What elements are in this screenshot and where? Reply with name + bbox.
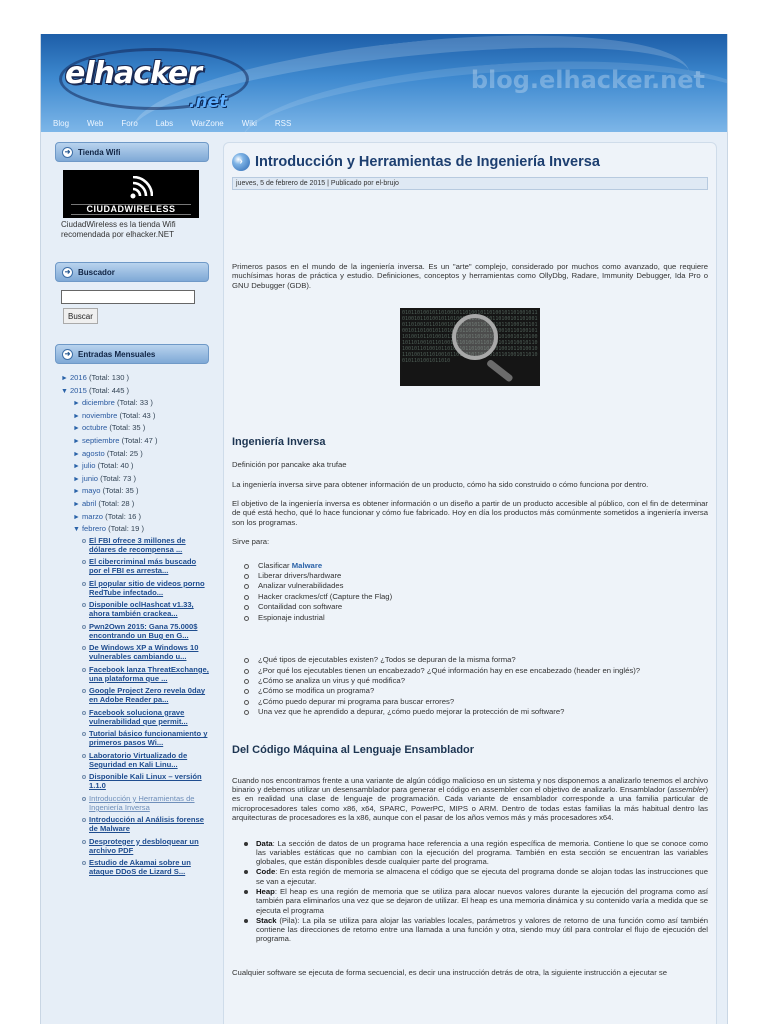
- widget-entradas-mensuales: [55, 344, 209, 877]
- questions-list: [232, 655, 708, 717]
- wifi-icon: [129, 176, 153, 200]
- list-item: [244, 676, 708, 686]
- banner-brand-text: CIUDADWIRELESS: [71, 204, 191, 215]
- list-item-text: ¿Qué tipos de ejecutables existen? ¿Todos se depuran de la misma forma?: [258, 655, 516, 665]
- circle-bullet-icon: [82, 840, 86, 844]
- list-item-text: ¿Por qué los ejecutables tienen un encabezado? ¿Qué información hay en ese encabezado (header en inglés)?: [258, 665, 641, 675]
- archive-post-link[interactable]: Estudio de Akamai sobre un ataque DDoS de Lizard S...: [89, 858, 191, 877]
- search-input[interactable]: [61, 290, 195, 304]
- archive-post-link[interactable]: Introducción al Análisis forense de Malware: [89, 815, 204, 834]
- list-item: [244, 571, 708, 581]
- archive-month-link[interactable]: febrero: [81, 524, 106, 534]
- circle-bullet-icon: [82, 689, 86, 693]
- list-item-text: Liberar drivers/hardware: [258, 571, 342, 581]
- archive-month-link[interactable]: septiembre: [81, 435, 120, 445]
- list-item: [244, 561, 708, 571]
- archive-post: [82, 622, 209, 640]
- triangle-right-icon[interactable]: ►: [73, 463, 80, 471]
- widget-title-text: Tienda Wifi: [78, 147, 121, 157]
- triangle-right-icon[interactable]: ►: [73, 513, 80, 521]
- blog-url-watermark: blog.elhacker.net: [470, 66, 705, 94]
- widget-title-text: Entradas Mensuales: [78, 349, 156, 359]
- circle-bullet-icon: [82, 711, 86, 715]
- archive-month-link[interactable]: agosto: [81, 448, 105, 458]
- archive-month-link[interactable]: abril: [81, 498, 97, 508]
- list-item-text: Hacker crackmes/ctf (Capture the Flag): [258, 591, 393, 601]
- archive-count: (Total: 35 ): [109, 423, 146, 433]
- triangle-right-icon[interactable]: ►: [73, 500, 80, 508]
- archive-month: [61, 448, 209, 461]
- triangle-right-icon[interactable]: ►: [73, 475, 80, 483]
- archive-count: (Total: 16 ): [105, 511, 142, 521]
- paragraph-text: Cuando nos encontramos frente a una variante de algún código malicioso en un sistema y nos disponemos a analizarlo tenemos el archivo binario y debemos utilizar un desensamblador para generar el código en assembler con el objetivo de analizarlo. Ensamblador (: [232, 775, 708, 794]
- archive-month-link[interactable]: noviembre: [81, 410, 118, 420]
- region-term: Code: [256, 867, 276, 877]
- circle-bullet-icon: [82, 797, 86, 801]
- circle-bullet-icon: [82, 732, 86, 736]
- list-item-text: Espionaje industrial: [258, 612, 325, 622]
- archive-post: [82, 600, 209, 618]
- site-logo[interactable]: [59, 48, 249, 116]
- archive-post: [82, 579, 209, 597]
- paragraph-final: Cualquier software se ejecuta de forma secuencial, es decir una instrucción detrás de otra, la siguiente instrucción a ejecutar se: [232, 967, 668, 977]
- archive-post-link[interactable]: El popular sitio de videos porno RedTube infectado...: [89, 578, 205, 597]
- nav-blog[interactable]: Blog: [53, 119, 70, 128]
- archive-post: [82, 729, 209, 747]
- triangle-right-icon[interactable]: ►: [73, 400, 80, 408]
- archive-post: [82, 837, 209, 855]
- list-item: [244, 867, 708, 886]
- widget-title-buscador: [55, 262, 209, 282]
- triangle-right-icon[interactable]: ►: [73, 412, 80, 420]
- paragraph-emphasis: assembler: [669, 784, 706, 794]
- circle-bullet-icon: [244, 595, 249, 600]
- circle-bullet-icon: [82, 754, 86, 758]
- list-item-text: Una vez que he aprendido a depurar, ¿cómo puedo mejorar la protección de mi software?: [258, 707, 565, 717]
- widget-title-archive: [55, 344, 209, 364]
- archive-year: [61, 372, 209, 385]
- region-text: : La sección de datos de un programa hace referencia a una región específica de memoria. Contiene lo que se conoce como las variables estáticas que no cambian con la ejecución del programa. También en esta sección se encuentran las variables globales, que están disponibles desde cualquier parte del programa.: [256, 838, 708, 867]
- widget-buscador: [55, 262, 209, 324]
- archive-count: (Total: 43 ): [119, 410, 156, 420]
- region-text: : En esta región de memoria se almacena el código que se ejecuta del programa donde se alojan todas las instrucciones que se van a ejecutar.: [256, 867, 708, 886]
- widget-title-text: Buscador: [78, 267, 115, 277]
- code-background: 0101101001011010010110100101101001011010010110100101101001011010010110100101101001011010010110100101101001011010010110100101101001011010010110100101101001011010010110100101101001011010010110100101101001011010010110100101101001011010010110100101101001011010010110100101101001011010010110100101101001011010010110100101101001011010010110100101101001011010010110100101101001011010: [402, 310, 538, 365]
- main-content: [223, 142, 717, 1024]
- page-container: [40, 34, 728, 1024]
- circle-bullet-icon: [82, 818, 86, 822]
- circle-bullet-icon: [82, 539, 86, 543]
- circle-bullet-icon: [82, 625, 86, 629]
- archive-post-link[interactable]: Facebook soluciona grave vulnerabilidad que permit...: [89, 707, 188, 726]
- circle-bullet-icon: [244, 605, 249, 610]
- archive-month: [61, 511, 209, 524]
- magnifier-lens-icon: [452, 314, 498, 360]
- list-item-text: Analizar vulnerabilidades: [258, 581, 344, 591]
- archive-post: [82, 643, 209, 661]
- disc-bullet-icon: [244, 919, 248, 923]
- list-item: [244, 707, 708, 717]
- archive-post: [82, 536, 209, 554]
- archive-post: [82, 708, 209, 726]
- archive-post: [82, 815, 209, 833]
- circle-bullet-icon: [82, 560, 86, 564]
- list-item: [244, 592, 708, 602]
- nav-web[interactable]: Web: [87, 119, 104, 128]
- archive-month: [61, 422, 209, 435]
- widget-tienda-wifi: [55, 142, 209, 240]
- triangle-right-icon[interactable]: ►: [73, 450, 80, 458]
- circle-bullet-icon: [244, 669, 249, 674]
- archive-post-link[interactable]: Disponible oclHashcat v1.33, ahora también crackea...: [89, 600, 194, 619]
- circle-bullet-icon: [244, 689, 249, 694]
- region-term: Heap: [256, 886, 275, 896]
- archive-post-link[interactable]: Tutorial básico funcionamiento y primeros pasos Wi...: [89, 729, 208, 748]
- archive-post: [82, 557, 209, 575]
- paragraph-sirve-info: La ingeniería inversa sirve para obtener información de un producto, cómo ha sido construido o cómo funciona por dentro.: [232, 479, 649, 489]
- paragraph-sirve-para: Sirve para:: [232, 537, 270, 547]
- archive-post-link[interactable]: Introducción y Herramientas de Ingeniería Inversa: [89, 793, 195, 812]
- archive-post-link[interactable]: Disponible Kali Linux – versión 1.1.0: [89, 772, 202, 791]
- logo-text: elhacker: [65, 56, 202, 91]
- logo-net-text: .net: [189, 92, 228, 112]
- post-meta: jueves, 5 de febrero de 2015 | Publicado por el-brujo: [232, 177, 708, 190]
- archive-post-list: [61, 536, 209, 877]
- paragraph-text: ) es en realidad una clase de lenguaje de programación. Cada variante de ensamblador corresponde a una familia particular de microprocesadores tales como x86, x64, SPARC, PowerPC, MIPS o ARM. Dentro de todas estas familias la más habitual dentro las arquitecturas de procesadores es la x86, aunque con el pasar de los años vemos más y más procesadores x64.: [232, 784, 708, 823]
- archive-year: [61, 385, 209, 398]
- circle-bullet-icon: [244, 616, 249, 621]
- nav-foro[interactable]: Foro: [121, 119, 138, 128]
- disc-bullet-icon: [244, 870, 248, 874]
- archive-post: [82, 772, 209, 790]
- archive-year-link[interactable]: 2016: [69, 373, 87, 382]
- list-item: [244, 916, 708, 944]
- triangle-right-icon[interactable]: ►: [61, 375, 68, 382]
- list-item: [244, 613, 708, 623]
- paragraph-codigo: [232, 776, 708, 823]
- archive-month-link[interactable]: marzo: [81, 511, 104, 521]
- circle-bullet-icon: [82, 861, 86, 865]
- uses-list: [232, 561, 708, 623]
- archive-month: [61, 460, 209, 473]
- region-text: : El heap es una región de memoria que se utiliza para alocar nuevos valores durante la ejecución del programa como así también para eliminarlos una vez que se dejaron de utilizar. El heap es una memoria dinámica y su contenido varía a medida que se ejecuta el programa: [256, 886, 708, 915]
- top-nav: [41, 116, 727, 132]
- paragraph-definicion: Definición por pancake aka trufae: [232, 460, 347, 470]
- triangle-right-icon[interactable]: ►: [73, 437, 80, 445]
- arrow-right-icon: ›: [232, 153, 250, 171]
- archive-month: [61, 473, 209, 486]
- archive-count: (Total: 35 ): [102, 486, 139, 496]
- archive-count: (Total: 40 ): [97, 461, 134, 471]
- list-item-text: Clasificar: [258, 560, 290, 570]
- archive-count: (Total: 19 ): [108, 524, 144, 534]
- nav-wiki[interactable]: Wiki: [241, 119, 257, 128]
- post-intro: Primeros pasos en el mundo de la ingeniería inversa. Es un "arte" complejo, considerado por muchos como avanzado, que requiere muchísimas horas de práctica y estudio. Definiciones, conceptos y herramientas como OllyDbg, Radare, Immunity Debugger, Ida Pro o GNU Debugger (GDB).: [232, 262, 708, 290]
- archive-count: (Total: 130 ): [88, 373, 130, 382]
- ciudadwireless-banner[interactable]: [63, 170, 199, 218]
- circle-bullet-icon: [244, 574, 249, 579]
- archive-month: [61, 485, 209, 498]
- list-item: [244, 655, 708, 665]
- archive-post-link[interactable]: El cibercriminal más buscado por el FBI es arresta...: [89, 557, 197, 576]
- circle-bullet-icon: [82, 646, 86, 650]
- paragraph-objetivo: El objetivo de la ingeniería inversa es obtener información o un diseño a partir de un producto accesible al público, con el fin de determinar de qué está hecho, qué lo hace funcionar y cómo fue fabricado. Hoy en día los productos más comúnmente sometidos a ingeniería inversa son los programas.: [232, 499, 708, 527]
- magnifier-code-image: [400, 308, 540, 386]
- memory-regions-list: [232, 839, 708, 944]
- region-text: (Pila): La pila se utiliza para alojar las variables locales, parámetros y valores de retorno de una función como así también contiene las direcciones de retorno entre una llamada a una función y otra, siendo muy útil para controlar el flujo de ejecución del programa.: [256, 915, 708, 944]
- archive-post-link[interactable]: De Windows XP a Windows 10 vulnerables cambiando u...: [89, 643, 199, 662]
- archive-month-link[interactable]: julio: [81, 461, 96, 471]
- arrow-right-icon: ➜: [62, 147, 73, 158]
- archive-month: [61, 498, 209, 511]
- list-item-text: Contailidad con software: [258, 602, 343, 612]
- archive-month-link[interactable]: mayo: [81, 486, 101, 496]
- archive-month-link[interactable]: diciembre: [81, 398, 115, 408]
- search-button[interactable]: Buscar: [63, 308, 98, 324]
- archive-count: (Total: 445 ): [88, 385, 130, 395]
- list-item: [244, 887, 708, 915]
- circle-bullet-icon: [244, 679, 249, 684]
- arrow-right-icon: ➜: [62, 349, 73, 360]
- list-item: [244, 581, 708, 591]
- nav-rss[interactable]: RSS: [274, 119, 292, 128]
- circle-bullet-icon: [82, 668, 86, 672]
- circle-bullet-icon: [244, 658, 249, 663]
- region-term: Data: [256, 838, 273, 848]
- archive-post: [82, 686, 209, 704]
- archive-post-link[interactable]: Laboratorio Virtualizado de Seguridad en Kali Linu...: [89, 750, 188, 769]
- archive-post-link[interactable]: El FBI ofrece 3 millones de dólares de recompensa ...: [89, 535, 186, 554]
- circle-bullet-icon: [244, 564, 249, 569]
- circle-bullet-icon: [244, 700, 249, 705]
- widget-title-tienda: [55, 142, 209, 162]
- list-item-text: ¿Cómo se modifica un programa?: [258, 686, 375, 696]
- nav-labs[interactable]: Labs: [155, 119, 174, 128]
- triangle-down-icon[interactable]: ▼: [61, 387, 68, 395]
- list-item: [244, 697, 708, 707]
- list-item: [244, 602, 708, 612]
- sidebar: [55, 142, 209, 889]
- list-item: [244, 839, 708, 867]
- nav-warzone[interactable]: WarZone: [191, 119, 224, 128]
- archive-count: (Total: 73 ): [100, 473, 136, 483]
- list-item: [244, 686, 708, 696]
- list-item: [244, 666, 708, 676]
- archive-post: [82, 858, 209, 876]
- post-title[interactable]: Introducción y Herramientas de Ingeniería Inversa: [255, 154, 600, 170]
- heading-codigo-maquina: Del Código Máquina al Lenguaje Ensamblador: [232, 743, 475, 756]
- circle-bullet-icon: [244, 710, 249, 715]
- archive-month: [61, 523, 209, 536]
- archive-post-link[interactable]: Pwn2Own 2015: Gana 75.000$ encontrando un Bug en G...: [89, 621, 198, 640]
- disc-bullet-icon: [244, 890, 248, 894]
- list-item-text: ¿Cómo se analiza un virus y qué modifica?: [258, 675, 405, 685]
- archive-count: (Total: 25 ): [106, 448, 143, 458]
- archive-month: [61, 410, 209, 423]
- archive-count: (Total: 33 ): [116, 398, 153, 408]
- post-title-row: [232, 151, 708, 173]
- circle-bullet-icon: [244, 584, 249, 589]
- archive-post-link[interactable]: Google Project Zero revela 0day en Adobe Reader pa...: [89, 686, 206, 705]
- archive-month: [61, 397, 209, 410]
- malware-link[interactable]: Malware: [291, 560, 323, 570]
- circle-bullet-icon: [82, 582, 86, 586]
- archive-month-link[interactable]: junio: [81, 473, 98, 483]
- tienda-description: CiudadWireless es la tienda Wifi recomendada por elhacker.NET: [61, 220, 176, 239]
- archive-post: [82, 751, 209, 769]
- archive-tree: [55, 372, 209, 877]
- archive-count: (Total: 47 ): [121, 435, 158, 445]
- site-header: [41, 34, 727, 132]
- archive-post-link[interactable]: Desproteger y desbloquear un archivo PDF: [89, 836, 199, 855]
- archive-post-current: [82, 794, 209, 812]
- archive-post-link[interactable]: Facebook lanza ThreatExchange, una plataforma que ...: [89, 664, 209, 683]
- list-item-text: ¿Cómo puedo depurar mi programa para buscar errores?: [258, 696, 455, 706]
- disc-bullet-icon: [244, 842, 248, 846]
- triangle-right-icon[interactable]: ►: [73, 425, 80, 433]
- triangle-down-icon[interactable]: ▼: [73, 526, 80, 534]
- archive-year-link[interactable]: 2015: [69, 385, 87, 395]
- archive-month: [61, 435, 209, 448]
- archive-post: [82, 665, 209, 683]
- archive-month-link[interactable]: octubre: [81, 423, 108, 433]
- region-term: Stack: [256, 915, 277, 925]
- circle-bullet-icon: [82, 603, 86, 607]
- triangle-right-icon[interactable]: ►: [73, 488, 80, 496]
- heading-ingenieria-inversa: Ingeniería Inversa: [232, 436, 326, 449]
- circle-bullet-icon: [82, 775, 86, 779]
- arrow-right-icon: ➜: [62, 267, 73, 278]
- archive-count: (Total: 28 ): [98, 498, 135, 508]
